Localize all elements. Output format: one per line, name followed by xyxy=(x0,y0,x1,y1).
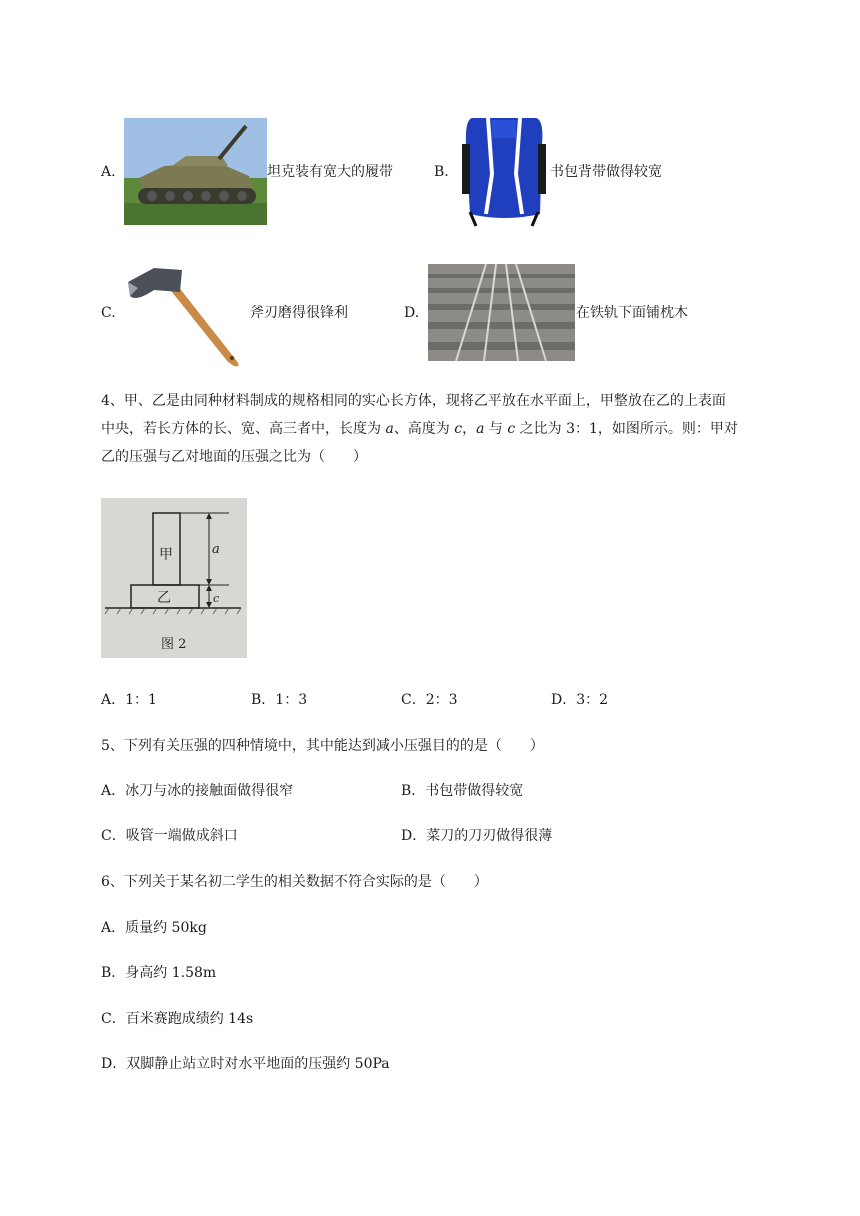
var-c: c xyxy=(454,421,463,437)
var-a: a xyxy=(385,421,394,437)
q4-option-a: A．1：1 xyxy=(101,692,157,708)
figure-caption: 图 2 xyxy=(161,637,187,652)
q4-stem-line-2: 中央，若长方体的长、宽、高三者中，长度为 a、高度为 c，a 与 c 之比为 3：1，如图所示。则：甲对 xyxy=(101,421,738,437)
q5-stem: 5、下列有关压强的四种情境中，其中能达到减小压强目的的是（ ） xyxy=(101,738,544,754)
q5-option-d: D．菜刀的刀刃做得很薄 xyxy=(401,828,553,844)
q4-option-c: C．2：3 xyxy=(401,692,458,708)
backpack-photo xyxy=(462,114,546,228)
option-b-letter: B. xyxy=(434,164,449,180)
option-d-letter: D. xyxy=(404,305,420,321)
label-yi: 乙 xyxy=(157,590,171,606)
railway-photo xyxy=(428,264,575,361)
var-a: a xyxy=(476,421,485,437)
q5-option-c: C．吸管一端做成斜口 xyxy=(101,828,238,844)
q4-option-d: D．3：2 xyxy=(551,692,609,708)
q4-option-b: B．1：3 xyxy=(251,692,308,708)
label-jia: 甲 xyxy=(159,547,173,563)
label-dim-c: c xyxy=(213,592,220,605)
option-d-text: 在铁轨下面铺枕木 xyxy=(576,305,688,321)
option-c-text: 斧刃磨得很锋利 xyxy=(250,305,348,321)
q4-stem-line-3: 乙的压强与乙对地面的压强之比为（ ） xyxy=(101,449,367,465)
option-c-letter: C. xyxy=(101,305,116,321)
q6-option-b: B．身高约 1.58m xyxy=(101,965,217,981)
q4-stem-line-1: 4、甲、乙是由同种材料制成的规格相同的实心长方体，现将乙平放在水平面上，甲整放在乙的上表面 xyxy=(101,393,726,409)
axe-photo xyxy=(124,262,250,368)
label-dim-a: a xyxy=(212,542,220,557)
option-a-letter: A. xyxy=(101,164,116,180)
q6-option-c: C．百米赛跑成绩约 14s xyxy=(101,1011,254,1027)
q4-stem xyxy=(101,387,801,471)
q5-option-b: B．书包带做得较宽 xyxy=(401,783,524,799)
option-b-text: 书包背带做得较宽 xyxy=(550,164,662,180)
q4-figure xyxy=(101,498,247,658)
q6-option-d: D．双脚静止站立时对水平地面的压强约 50Pa xyxy=(101,1056,390,1072)
tank-photo xyxy=(124,118,267,225)
q6-stem: 6、下列关于某名初二学生的相关数据不符合实际的是（ ） xyxy=(101,874,488,890)
var-c: c xyxy=(507,421,516,437)
q5-option-a: A．冰刀与冰的接触面做得很窄 xyxy=(101,783,294,799)
q6-option-a: A．质量约 50kg xyxy=(101,920,207,936)
option-a-text: 坦克装有宽大的履带 xyxy=(267,164,393,180)
